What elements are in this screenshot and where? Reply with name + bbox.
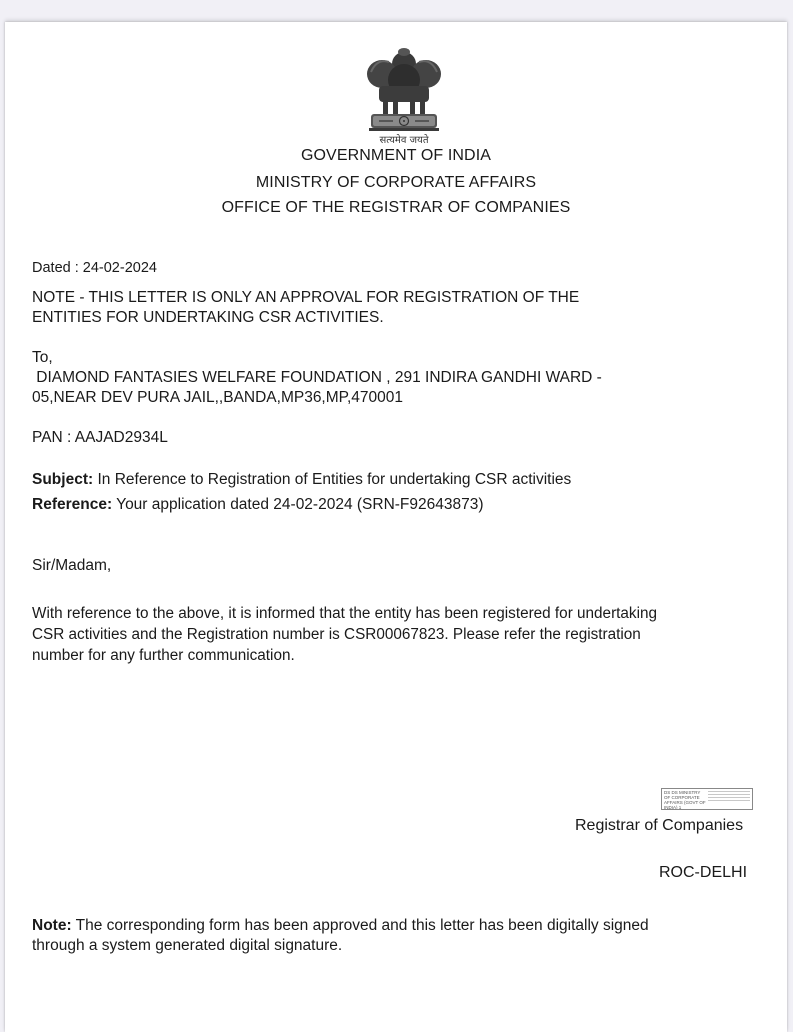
reference-label: Reference: (32, 496, 113, 513)
footer-note-line-2: through a system generated digital signature. (32, 937, 343, 954)
body-line-3: number for any further communication. (32, 647, 295, 664)
subject-label: Subject: (32, 471, 94, 488)
note-line-1: NOTE - THIS LETTER IS ONLY AN APPROVAL FOR REGISTRATION OF THE (32, 289, 580, 306)
national-emblem-icon (357, 44, 451, 148)
address-line-1: DIAMOND FANTASIES WELFARE FOUNDATION , 291 INDIRA GANDHI WARD - (32, 369, 602, 386)
digital-signature-stamp (661, 788, 753, 810)
body-line-2: CSR activities and the Registration number is CSR00067823. Please refer the registration (32, 626, 641, 643)
to-label: To, (32, 349, 53, 366)
body-line-1: With reference to the above, it is informed that the entity has been registered for undertaking (32, 605, 657, 622)
reference-line (32, 495, 484, 515)
salutation: Sir/Madam, (32, 557, 112, 574)
header-ministry: MINISTRY OF CORPORATE AFFAIRS (255, 174, 537, 191)
address-line-2: 05,NEAR DEV PURA JAIL,,BANDA,MP36,MP,470001 (32, 389, 404, 406)
emblem-motto: सत्यमेव जयते (379, 135, 429, 146)
header-government: GOVERNMENT OF INDIA (300, 147, 492, 164)
reference-text: Your application dated 24-02-2024 (SRN-F92643873) (112, 496, 484, 513)
letter-page (5, 22, 787, 1032)
pan-number: PAN : AAJAD2934L (32, 429, 168, 446)
subject-text: In Reference to Registration of Entities for undertaking CSR activities (93, 471, 572, 488)
footer-note-text: The corresponding form has been approved and this letter has been digitally signed (71, 917, 649, 934)
signatory-office: ROC-DELHI (659, 864, 748, 881)
signatory-designation: Registrar of Companies (575, 817, 744, 834)
header-office: OFFICE OF THE REGISTRAR OF COMPANIES (221, 199, 571, 216)
signature-stamp-text: DS DS MINISTRY OF CORPORATE AFFAIRS (GOVT OF INDIA) 1 (664, 790, 706, 810)
note-line-2: ENTITIES FOR UNDERTAKING CSR ACTIVITIES. (32, 309, 384, 326)
signature-stamp-details (708, 791, 750, 803)
footer-note-line-1 (32, 916, 649, 936)
footer-note-label: Note: (32, 917, 72, 934)
letter-date: Dated : 24-02-2024 (32, 260, 157, 276)
subject-line (32, 470, 571, 490)
